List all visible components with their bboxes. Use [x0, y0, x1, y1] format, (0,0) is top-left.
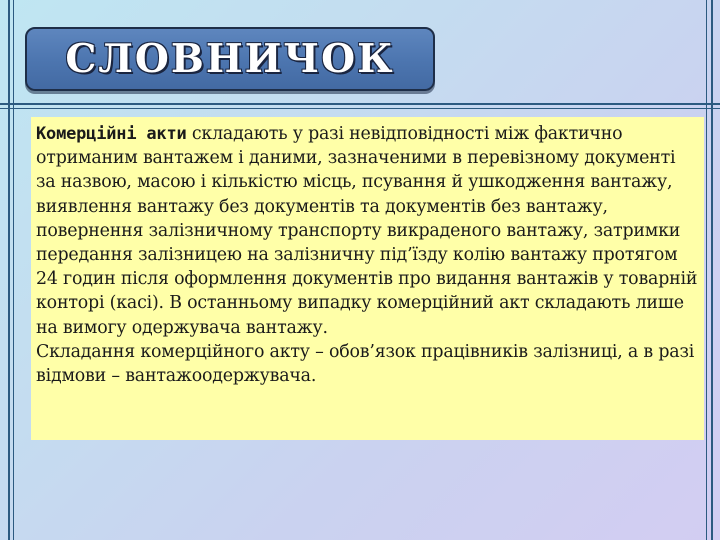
- page-title: СЛОВНИЧОК: [65, 36, 395, 82]
- frame-line-left-outer: [8, 0, 10, 540]
- definition-paragraph: [36, 122, 699, 340]
- definition-box: [31, 117, 704, 440]
- definition-term: Комерційні акти: [36, 124, 187, 144]
- definition-text: складають у разі невідповідності між фактично отриманим вантажем і даними, зазначеними в перевізному документі за назвою, масою і кількістю місць, псування й ушкодження вантажу, виявлення вантажу без документів та документів без вантажу, повернення залізничному транспорту викраденого вантажу, затримки передання залізницею на залізничну під’їзду колію вантажу протягом 24 годин після оформлення документів про видання вантажів у товарній конторі (касі). В останньому випадку комерційний акт складають лише на вимогу одержувача вантажу.: [36, 124, 698, 338]
- frame-line-top-inner: [0, 108, 720, 109]
- title-banner: [25, 27, 435, 91]
- frame-line-right-outer: [711, 0, 713, 540]
- frame-line-left-inner: [13, 0, 14, 540]
- frame-line-top: [0, 103, 720, 105]
- definition-note: Складання комерційного акту – обов’язок працівників залізниці, а в разі відмови – вантажоодержувача.: [36, 341, 695, 387]
- frame-line-right-inner: [706, 0, 707, 540]
